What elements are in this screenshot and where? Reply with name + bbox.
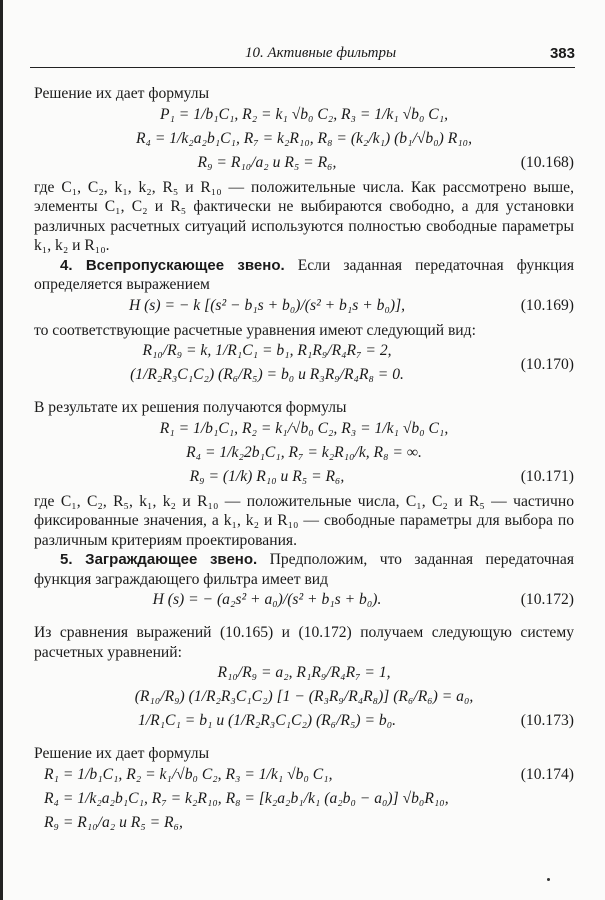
equation-line: R₉ = R₁₀/a₂ и R₅ = R₆, <box>44 813 183 831</box>
equation-line: P₁ = 1/b₁C₁, R₂ = k₁ √b₀ C₂, R₃ = 1/k₁ √b₀ C₁, <box>159 105 449 123</box>
paragraph: где C₁, C₂, R₅, k₁, k₂ и R₁₀ — положительные числа, C₁, C₂ и R₅ — частично фиксированные значения, а k₁, k₂ и R₁₀ — свободные параметры для выбора по различным критериям проектирования. <box>34 492 574 549</box>
equation-10-168 <box>34 105 574 177</box>
equation-10-173 <box>34 663 574 735</box>
equation-line: R₁₀/R₉ = a₂, R₁R₉/R₄R₇ = 1, <box>217 664 391 681</box>
equation-number: (10.172) <box>520 591 574 608</box>
page-body <box>34 84 574 838</box>
equation-number: (10.169) <box>520 296 574 314</box>
paragraph: где C₁, C₂, k₁, k₂, R₅ и R₁₀ — положительные числа. Как рассмотрено выше, элементы C₁, C₂ и R₅ фактически не выбираются свободно, а для установки различных расчетных ситуаций используются полностью свободные параметры k₁, k₂ и R₁₀. <box>34 178 574 254</box>
equation-line: R₉ = (1/k) R₁₀ и R₅ = R₆, <box>189 467 345 485</box>
equation-10-174 <box>34 765 574 837</box>
equation-line: H (s) = − k [(s² − b₁s + b₀)/(s² + b₁s + b₀)], <box>128 296 406 314</box>
section-4-paragraph <box>34 256 574 295</box>
equation-10-170 <box>34 341 574 389</box>
print-speck <box>547 878 550 881</box>
paragraph: Решение их дает формулы <box>34 745 210 762</box>
equation-line: R₄ = 1/k₂a₂b₁C₁, R₇ = k₂R₁₀, R₈ = [k₂a₂b₁/k₁ (a₂b₀ − a₀)] √b₀R₁₀, <box>44 789 449 807</box>
equation-number: (10.171) <box>520 467 574 485</box>
equation-number: (10.170) <box>520 356 574 374</box>
equation-line: R₁₀/R₉ = k, 1/R₁C₁ = b₁, R₁R₉/R₄R₇ = 2, <box>142 342 392 359</box>
paragraph: Из сравнения выражений (10.165) и (10.172) получаем следующую систему расчетных уравнений: <box>34 624 574 661</box>
equation-line: (R₁₀/R₉) (1/R₂R₃C₁C₂) [1 − (R₃R₉/R₄R₈)] (R₆/R₆) = a₀, <box>134 688 474 705</box>
equation-number: (10.173) <box>520 712 574 729</box>
chapter-title: 10. Активные фильтры <box>245 45 397 61</box>
paragraph: то соответствующие расчетные уравнения имеют следующий вид: <box>34 321 476 339</box>
equation-line: R₄ = 1/k₂2b₁C₁, R₇ = k₂R₁₀/k, R₈ = ∞. <box>186 443 422 461</box>
page-number: 383 <box>549 45 575 62</box>
section-text: Если заданная передаточная функция определяется выражением <box>34 256 574 293</box>
section-heading: 4. Всепропускающее звено. <box>60 256 285 274</box>
paragraph: В результате их решения получаются формулы <box>34 399 347 416</box>
equation-line: 1/R₁C₁ = b₁ и (1/R₂R₃C₁C₂) (R₆/R₅) = b₀. <box>137 712 397 729</box>
section-text: Предположим, что заданная передаточная функция заграждающего фильтра имеет вид <box>34 551 574 588</box>
equation-10-169 <box>34 296 574 320</box>
equation-line: (1/R₂R₃C₁C₂) (R₆/R₅) = b₀ и R₃R₉/R₄R₈ = 0. <box>130 366 404 383</box>
equation-line: H (s) = − (a₂s² + a₀)/(s² + b₁s + b₀). <box>152 591 382 608</box>
equation-number: (10.168) <box>520 153 574 171</box>
equation-line: R₉ = R₁₀/a₂ и R₅ = R₆, <box>197 153 337 171</box>
paragraph: Решение их дает формулы <box>34 85 210 102</box>
equation-number: (10.174) <box>520 765 574 783</box>
section-5-paragraph <box>34 550 574 589</box>
equation-10-172 <box>34 590 574 614</box>
equation-line: R₄ = 1/k₂a₂b₁C₁, R₇ = k₂R₁₀, R₈ = (k₂/k₁) (b₁/√b₀) R₁₀, <box>135 129 472 147</box>
equation-line: R₁ = 1/b₁C₁, R₂ = k₁/√b₀ C₂, R₃ = 1/k₁ √b₀ C₁, <box>44 765 333 783</box>
equation-10-171 <box>34 419 574 491</box>
equation-line: R₁ = 1/b₁C₁, R₂ = k₁/√b₀ C₂, R₃ = 1/k₁ √b₀ C₁, <box>159 419 449 437</box>
section-heading: 5. Заграждающее звено. <box>60 551 258 568</box>
running-header <box>30 45 575 68</box>
page-edge <box>0 0 3 900</box>
